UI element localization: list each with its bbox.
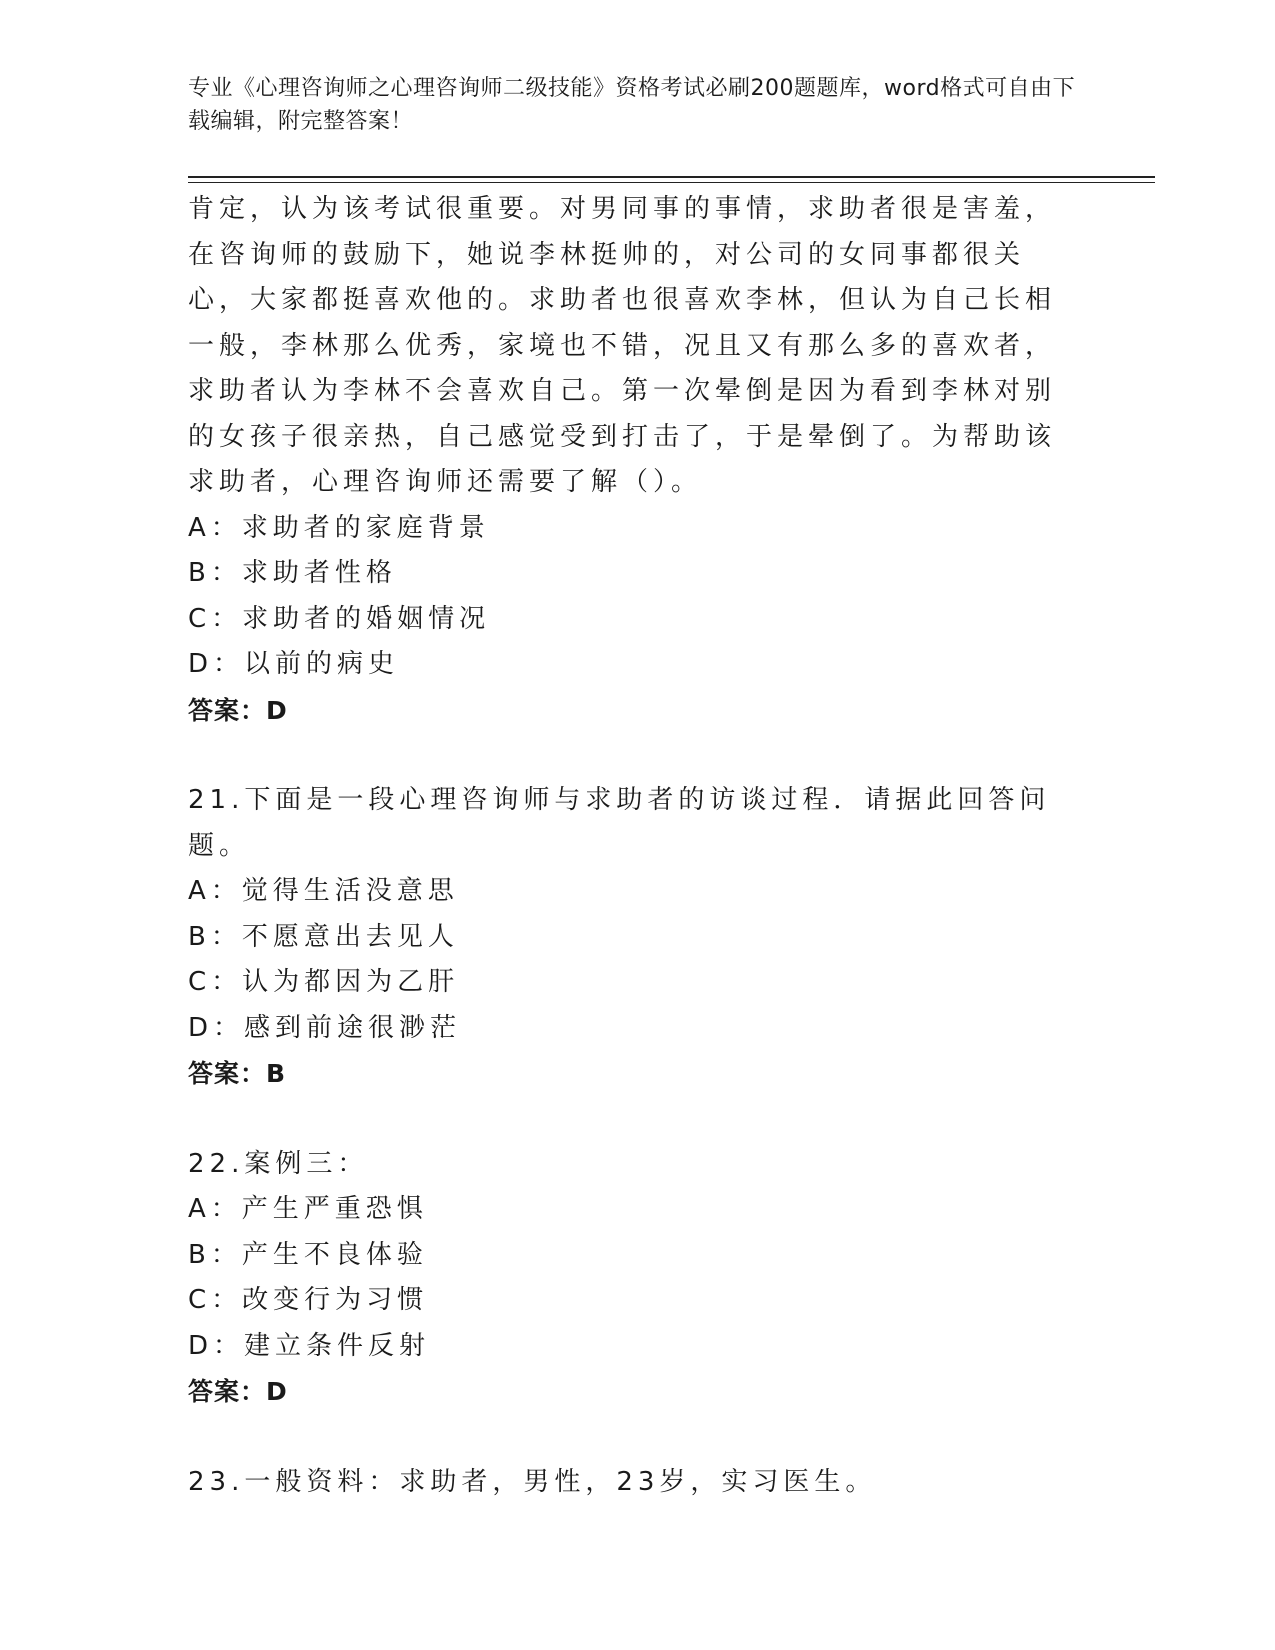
answer-line: 答案：B bbox=[188, 1059, 287, 1088]
question-content bbox=[188, 187, 1068, 1505]
option-d: D：建立条件反射 bbox=[188, 1330, 431, 1361]
option-d: D：以前的病史 bbox=[188, 649, 400, 679]
question-23 bbox=[188, 1460, 1068, 1506]
option-a: A：产生严重恐惧 bbox=[188, 1194, 428, 1224]
option-b: B：不愿意出去见人 bbox=[188, 921, 459, 952]
question-20-continuation: 肯定，认为该考试很重要。对男同事的事情，求助者很是害羞，在咨询师的鼓励下，她说李林挺帅的，对公司的女同事都很关心，大家都挺喜欢他的。求助者也很喜欢李林，但认为自己长相一般，李林那么优秀，家境也不错，况且又有那么多的喜欢者，求助者认为李林不会喜欢自己。第一次晕倒是因为看到李林对别的女孩子很亲热，自己感觉受到打击了，于是晕倒了。为帮助该求助者，心理咨询师还需要了解（）。 bbox=[188, 194, 1057, 497]
answer-line: 答案：D bbox=[188, 1377, 288, 1406]
question-21-text: 21.下面是一段心理咨询师与求助者的访谈过程．请据此回答问题。 bbox=[188, 785, 1051, 861]
header-title: 专业《心理咨询师之心理咨询师二级技能》资格考试必刷200题题库，word格式可自由下载编辑，附完整答案！ bbox=[188, 76, 1076, 134]
question-22 bbox=[188, 1142, 1068, 1415]
option-c: C：求助者的婚姻情况 bbox=[188, 603, 491, 634]
option-b: B：求助者性格 bbox=[188, 558, 397, 588]
option-b: B：产生不良体验 bbox=[188, 1239, 428, 1270]
header-divider-thin bbox=[188, 182, 1155, 183]
option-d: D：感到前途很渺茫 bbox=[188, 1012, 462, 1043]
question-20 bbox=[188, 187, 1068, 733]
option-a: A：求助者的家庭背景 bbox=[188, 512, 490, 543]
question-21 bbox=[188, 778, 1068, 1097]
question-22-text: 22.案例三： bbox=[188, 1148, 369, 1179]
option-c: C：认为都因为乙肝 bbox=[188, 967, 460, 997]
option-a: A：觉得生活没意思 bbox=[188, 876, 459, 906]
answer-line: 答案：D bbox=[188, 695, 288, 725]
document-header bbox=[188, 72, 1088, 138]
question-23-text: 23.一般资料：求助者，男性，23岁，实习医生。 bbox=[188, 1466, 877, 1497]
header-divider-thick bbox=[188, 176, 1155, 178]
option-c: C：改变行为习惯 bbox=[188, 1285, 429, 1315]
